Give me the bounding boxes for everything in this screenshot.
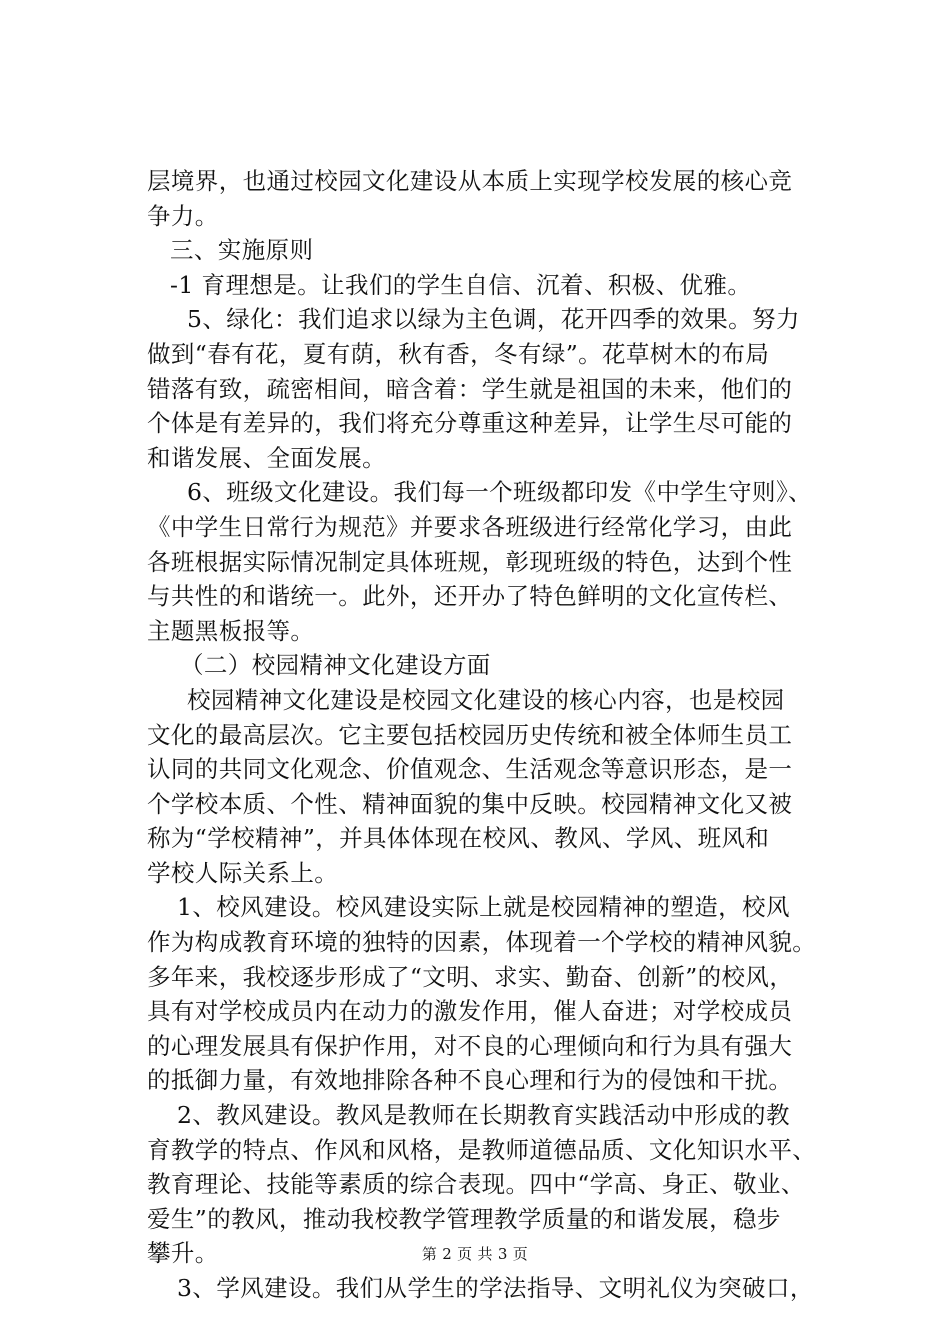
text-line: 多年来，我校逐步形成了“文明、求实、勤奋、创新”的校风， <box>147 962 794 991</box>
text-line: 错落有致，疏密相间，暗含着：学生就是祖国的未来，他们的 <box>147 374 793 403</box>
text-line: 争力。 <box>147 201 219 230</box>
text-line: 和谐发展、全面发展。 <box>147 443 386 472</box>
text-line: 个体是有差异的，我们将充分尊重这种差异，让学生尽可能的 <box>147 409 793 438</box>
text-line: 爱生”的教风，推动我校教学管理教学质量的和谐发展，稳步 <box>147 1204 781 1233</box>
text-line: 教育理论、技能等素质的综合表现。四中“学高、身正、敬业、 <box>147 1170 805 1199</box>
text-line: 文化的最高层次。它主要包括校园历史传统和被全体师生员工 <box>147 720 793 749</box>
section-heading: （二）校园精神文化建设方面 <box>180 651 491 680</box>
text-line: 各班根据实际情况制定具体班规，彰现班级的特色，达到个性 <box>147 547 793 576</box>
paragraph-first-line: 1、校风建设。校风建设实际上就是校园精神的塑造，校风 <box>177 893 790 922</box>
text-line: 具有对学校成员内在动力的激发作用，催人奋进；对学校成员 <box>147 997 793 1026</box>
page-number: 第 2 页 共 3 页 <box>421 1245 529 1263</box>
text-line: 的心理发展具有保护作用，对不良的心理倾向和行为具有强大 <box>147 1031 793 1060</box>
text-line: 称为“学校精神”，并具体体现在校风、教风、学风、班风和 <box>147 824 770 853</box>
text-line: 与共性的和谐统一。此外，还开办了特色鲜明的文化宣传栏、 <box>147 582 793 611</box>
text-line: 做到“春有花，夏有荫，秋有香，冬有绿”。花草树木的布局 <box>147 339 770 368</box>
paragraph-first-line: 3、学风建设。我们从学生的学法指导、文明礼仪为突破口， <box>177 1274 814 1302</box>
page-footer <box>0 1243 950 1264</box>
text-line: 育教学的特点、作风和风格，是教师道德品质、文化知识水平、 <box>147 1135 817 1164</box>
text-line: 学校人际关系上。 <box>147 858 339 887</box>
text-line: 层境界，也通过校园文化建设从本质上实现学校发展的核心竞 <box>147 167 793 195</box>
text-line: 主题黑板报等。 <box>147 616 315 645</box>
section-heading: 三、实施原则 <box>170 236 314 265</box>
document-body <box>147 164 832 1306</box>
paragraph-first-line: 5、绿化：我们追求以绿为主色调，花开四季的效果。努力 <box>187 305 800 334</box>
text-line: 认同的共同文化观念、价值观念、生活观念等意识形态，是一 <box>147 755 793 784</box>
text-line: 作为构成教育环境的独特的因素，体现着一个学校的精神风貌。 <box>147 928 817 957</box>
paragraph-first-line: 校园精神文化建设是校园文化建设的核心内容，也是校园 <box>187 685 785 714</box>
paragraph-first-line: 2、教风建设。教风是教师在长期教育实践活动中形成的教 <box>177 1101 790 1130</box>
text-line: 个学校本质、个性、精神面貌的集中反映。校园精神文化又被 <box>147 789 793 818</box>
text-line: 的抵御力量，有效地排除各种不良心理和行为的侵蚀和干扰。 <box>147 1066 793 1095</box>
paragraph-first-line: 6、班级文化建设。我们每一个班级都印发《中学生守则》、 <box>187 478 813 507</box>
text-line: 攀升。 <box>147 1239 219 1268</box>
text-line: 《中学生日常行为规范》并要求各班级进行经常化学习，由此 <box>147 512 793 541</box>
text-line: -1 育理想是。让我们的学生自信、沉着、积极、优雅。 <box>170 270 752 299</box>
